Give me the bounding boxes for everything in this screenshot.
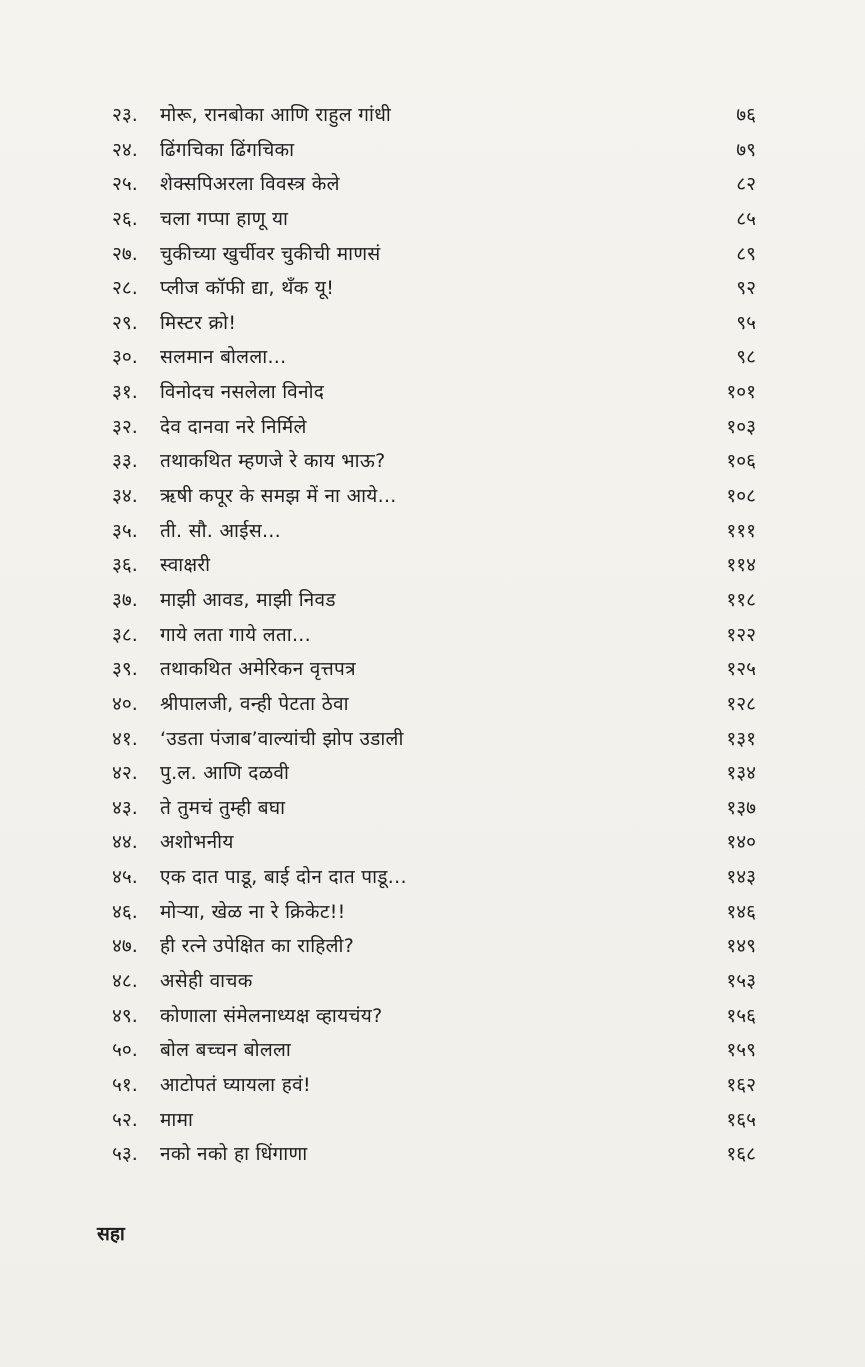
toc-entry-text [112,1103,193,1138]
chapter-number: २५. [112,173,138,196]
toc-entry-text [112,271,334,306]
toc-entry [112,410,760,445]
chapter-page-number: ९२ [736,277,756,300]
chapter-page-number: १२८ [726,692,756,715]
chapter-title: शेक्सपिअरला विवस्त्र केले [160,173,340,196]
chapter-page-number: १३१ [726,727,756,750]
chapter-number: २७. [112,242,138,265]
toc-entry [112,860,760,895]
toc-entry-text [112,583,336,618]
chapter-page-number: ११४ [726,554,756,577]
chapter-number: ५३. [112,1143,138,1166]
chapter-page-number: १३४ [726,762,756,785]
chapter-number: ४६. [112,900,138,923]
chapter-number: ३१. [112,381,138,404]
chapter-page-number: १११ [726,519,756,542]
chapter-page-number: १५३ [726,970,756,993]
toc-entry [112,1068,760,1103]
toc-entry [112,237,760,272]
chapter-number: ४०. [112,692,138,715]
chapter-title: तथाकथित अमेरिकन वृत्तपत्र [160,658,356,681]
toc-entry [112,271,760,306]
toc-entry [112,791,760,826]
chapter-page-number: १०६ [726,450,756,473]
toc-entry-text [112,1033,291,1068]
chapter-number: ३३. [112,450,138,473]
chapter-title: प्लीज कॉफी द्या, थँक यू! [160,277,335,300]
table-of-contents [112,98,760,1172]
toc-entry [112,167,760,202]
chapter-title: स्वाक्षरी [160,554,211,577]
toc-entry-text [112,444,385,479]
toc-entry-text [112,375,324,410]
chapter-number: २६. [112,207,138,230]
toc-entry-text [112,756,289,791]
toc-entry-text [112,410,307,445]
chapter-page-number: १०३ [726,415,756,438]
chapter-number: ४७. [112,935,138,958]
chapter-page-number: ९५ [736,311,756,334]
toc-entry-text [112,133,294,168]
chapter-page-number: १६२ [726,1073,756,1096]
chapter-title: नको नको हा धिंगाणा [160,1143,308,1166]
toc-entry-text [112,479,397,514]
chapter-title: कोणाला संमेलनाध्यक्ष व्हायचंय? [160,1004,383,1027]
chapter-page-number: ८२ [736,173,756,196]
chapter-number: २४. [112,138,138,161]
toc-entry [112,929,760,964]
chapter-number: ३९. [112,658,138,681]
chapter-page-number: १४३ [726,866,756,889]
chapter-title: ऋषी कपूर के समझ में ना आये... [160,485,397,508]
toc-entry [112,375,760,410]
chapter-title: ही रत्ने उपेक्षित का राहिली? [160,935,355,958]
toc-entry-text [112,98,391,133]
chapter-number: २९. [112,311,138,334]
toc-entry [112,306,760,341]
toc-entry [112,514,760,549]
toc-entry-text [112,1137,307,1172]
toc-entry-text [112,618,311,653]
chapter-title: एक दात पाडू, बाई दोन दात पाडू... [160,866,407,889]
toc-entry [112,202,760,237]
chapter-page-number: ९८ [736,346,756,369]
toc-entry [112,444,760,479]
chapter-number: ५२. [112,1108,138,1131]
chapter-number: ३४. [112,485,138,508]
toc-entry [112,548,760,583]
toc-entry [112,895,760,930]
chapter-title: चला गप्पा हाणू या [160,207,289,230]
toc-entry [112,340,760,375]
chapter-title: श्रीपालजी, वन्ही पेटता ठेवा [160,692,349,715]
chapter-page-number: १३७ [726,796,756,819]
chapter-title: मिस्टर क्रो! [160,311,237,334]
chapter-number: ४१. [112,727,138,750]
chapter-number: ४५. [112,866,138,889]
toc-entry [112,825,760,860]
chapter-title: मोऱ्या, खेळ ना रे क्रिकेट!! [160,900,346,923]
toc-entry-text [112,999,383,1034]
chapter-title: देव दानवा नरे निर्मिले [160,415,307,438]
toc-entry [112,583,760,618]
chapter-title: अशोभनीय [160,831,234,854]
chapter-title: चुकीच्या खुर्चीवर चुकीची माणसं [160,242,381,265]
chapter-page-number: १०१ [726,381,756,404]
chapter-page-number: १२५ [726,658,756,681]
page-number-footer: सहा [97,1223,125,1245]
chapter-title: मामा [160,1108,194,1131]
toc-entry [112,1033,760,1068]
chapter-page-number: ८५ [736,207,756,230]
chapter-title: ढिंगचिका ढिंगचिका [160,138,295,161]
toc-entry [112,98,760,133]
toc-entry-text [112,964,253,999]
chapter-number: ४३. [112,796,138,819]
chapter-number: ३५. [112,519,138,542]
chapter-number: ४४. [112,831,138,854]
toc-entry-text [112,895,346,930]
chapter-number: ३२. [112,415,138,438]
chapter-number: ३६. [112,554,138,577]
chapter-number: ४२. [112,762,138,785]
chapter-number: २३. [112,104,138,126]
chapter-page-number: ११८ [726,588,756,611]
chapter-title: आटोपतं घ्यायला हवं! [160,1073,311,1096]
chapter-page-number: १५६ [726,1004,756,1027]
chapter-page-number: ७६ [736,104,756,126]
chapter-number: ५०. [112,1039,138,1062]
chapter-page-number: ८९ [736,242,756,265]
chapter-title: माझी आवड, माझी निवड [160,588,336,611]
chapter-page-number: १६५ [726,1108,756,1131]
chapter-number: ३०. [112,346,138,369]
toc-entry-text [112,860,407,895]
chapter-title: पु.ल. आणि दळवी [160,762,290,785]
chapter-number: २८. [112,277,138,300]
chapter-title: गाये लता गाये लता... [160,623,311,646]
chapter-page-number: १४९ [726,935,756,958]
chapter-title: तथाकथित म्हणजे रे काय भाऊ? [160,450,386,473]
toc-entry-text [112,652,356,687]
toc-entry [112,1137,760,1172]
chapter-title: ते तुमचं तुम्ही बघा [160,796,286,819]
toc-entry-text [112,1068,311,1103]
toc-entry [112,479,760,514]
chapter-title: ती. सौ. आईस... [160,519,281,542]
toc-entry-text [112,202,288,237]
chapter-page-number: १४० [726,831,756,854]
chapter-title: मोरू, रानबोका आणि राहुल गांधी [160,104,392,126]
toc-entry-text [112,825,234,860]
chapter-number: ४८. [112,970,138,993]
chapter-title: बोल बच्चन बोलला [160,1039,292,1062]
toc-entry [112,722,760,757]
toc-entry [112,964,760,999]
chapter-title: ‘उडता पंजाब’वाल्यांची झोप उडाली [160,727,404,750]
chapter-page-number: ७९ [736,138,756,161]
chapter-title: सलमान बोलला... [160,346,287,369]
chapter-number: ५१. [112,1073,138,1096]
toc-entry [112,999,760,1034]
toc-entry-text [112,548,210,583]
chapter-title: विनोदच नसलेला विनोद [160,381,325,404]
chapter-title: असेही वाचक [160,970,253,993]
toc-entry-text [112,722,404,757]
chapter-number: ३७. [112,588,138,611]
chapter-page-number: १४६ [726,900,756,923]
toc-entry-text [112,929,354,964]
chapter-page-number: १२२ [726,623,756,646]
toc-entry-text [112,237,381,272]
chapter-page-number: १०८ [726,485,756,508]
chapter-page-number: १६८ [726,1143,756,1166]
toc-entry [112,1103,760,1138]
chapter-page-number: १५९ [726,1039,756,1062]
toc-entry [112,618,760,653]
toc-entry-text [112,340,286,375]
toc-entry-text [112,167,340,202]
chapter-number: ३८. [112,623,138,646]
toc-entry-text [112,514,281,549]
toc-entry [112,133,760,168]
toc-entry [112,756,760,791]
chapter-number: ४९. [112,1004,138,1027]
toc-entry-text [112,687,349,722]
toc-entry-text [112,306,236,341]
toc-entry [112,687,760,722]
toc-entry [112,652,760,687]
toc-entry-text [112,791,285,826]
